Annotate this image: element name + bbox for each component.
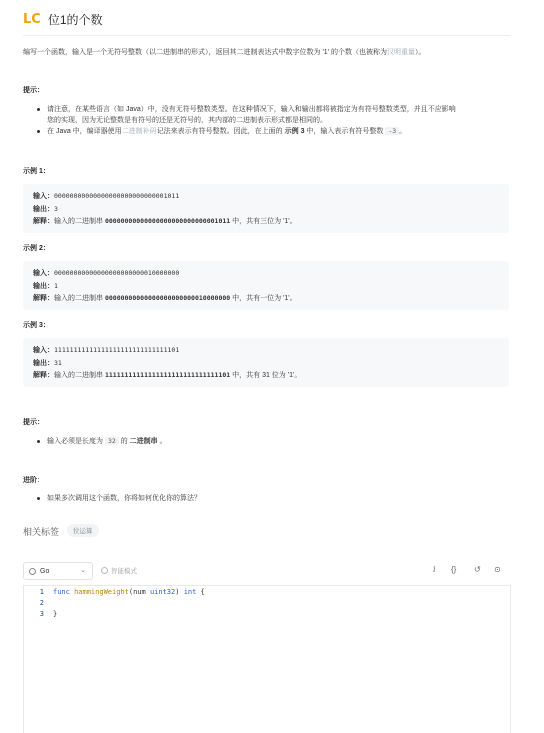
braces-icon[interactable]: {} (451, 565, 457, 574)
code-editor[interactable] (23, 585, 511, 733)
input-label: 输入： (33, 193, 54, 200)
hamming-weight-link[interactable]: 汉明重量 (386, 49, 415, 56)
page-title: 位1的个数 (47, 12, 103, 27)
explain-text: 中，共有三位为 '1'。 (230, 218, 297, 225)
constraint-text: 。 (157, 438, 167, 445)
type-name: uint32 (149, 588, 176, 596)
info-icon[interactable]: i (433, 565, 436, 574)
constraint-text: 的 (118, 438, 130, 445)
keyword: func (53, 588, 70, 596)
list-item (23, 104, 513, 126)
smart-mode-label: 智能模式 (111, 568, 137, 575)
constraints-list (23, 436, 513, 447)
list-item (23, 436, 513, 447)
explain-text: 中，共有一位为 '1'。 (230, 295, 297, 302)
advanced-colon: ： (37, 477, 44, 484)
output-label: 输出： (33, 283, 54, 290)
twos-complement-link[interactable]: 二进制补码 (121, 128, 157, 135)
output-label: 输出： (33, 360, 54, 367)
tag-bit-manipulation[interactable]: 位运算 (67, 524, 99, 537)
reset-icon[interactable]: ↺ (474, 565, 481, 574)
line-number: 1 (39, 588, 44, 596)
advanced-list (23, 493, 513, 504)
radio-icon (101, 567, 108, 574)
hint-text: 中，输入表示有符号整数 (304, 128, 386, 135)
language-select[interactable] (23, 562, 93, 580)
line-number: 2 (39, 599, 44, 607)
problem-header (23, 9, 103, 29)
code-line[interactable] (53, 610, 57, 618)
chevron-down-icon: ⌄ (80, 567, 86, 574)
input-value: 11111111111111111111111111111101 (54, 346, 180, 354)
output-value: 3 (54, 205, 58, 213)
explain-text: 输入的二进制串 (54, 218, 105, 225)
function-name: hammingWeight (74, 588, 129, 596)
code-text: { (196, 588, 205, 596)
description-end: ）。 (414, 49, 426, 56)
output-label: 输出： (33, 206, 54, 213)
code-text: } (53, 610, 58, 618)
explain-text: 输入的二进制串 (54, 295, 105, 302)
output-value: 31 (54, 359, 62, 367)
advanced-heading (23, 475, 44, 485)
smart-mode-toggle[interactable] (101, 566, 137, 575)
list-item (23, 126, 513, 137)
example-3-block (23, 338, 509, 387)
description-text: 编写一个函数，输入是一个无符号整数（以二进制串的形式），返回其二进制表达式中数字位数为 '1' 的个数（也被称为 (23, 49, 387, 56)
settings-icon[interactable]: ⊙ (494, 565, 501, 574)
constraints-heading: 提示： (23, 419, 44, 426)
info-circle-icon (29, 568, 36, 575)
code-text: ) (175, 588, 184, 596)
hint-text: 记法来表示有符号整数。因此，在上面的 (156, 128, 285, 135)
input-value: 00000000000000000000000010000000 (54, 269, 180, 277)
hint-text: 请注意，在某些语言（如 Java）中，没有无符号整数类型。在这种情况下，输入和输出都将被指定为有符号整数类型，并且不应影响 (47, 106, 456, 113)
code-line[interactable] (53, 588, 205, 596)
example-2-heading: 示例 2： (23, 245, 50, 252)
explain-label: 解释： (33, 372, 54, 379)
hints-list (23, 104, 513, 137)
explain-label: 解释： (33, 218, 54, 225)
line-number: 3 (39, 610, 44, 618)
explain-label: 解释： (33, 295, 54, 302)
language-label: Go (40, 567, 50, 575)
list-item: 如果多次调用这个函数，你将如何优化你的算法？ (23, 493, 513, 504)
constraint-bold: 二进制串 (129, 438, 158, 445)
output-value: 1 (54, 282, 58, 290)
hint-text: 。 (399, 128, 407, 135)
inline-code: 32 (105, 437, 119, 445)
example-3-heading: 示例 3： (23, 322, 50, 329)
related-tags-label: 相关标签 (23, 527, 60, 537)
site-logo: LC (23, 11, 41, 27)
hint-text: 您的实现，因为无论整数是有符号的还是无符号的，其内部的二进制表示形式都是相同的。 (47, 117, 327, 124)
explain-text: 输入的二进制串 (54, 372, 105, 379)
hints-heading: 提示： (23, 87, 44, 94)
explain-bits: 00000000000000000000000010000000 (104, 294, 231, 302)
input-label: 输入： (33, 270, 54, 277)
type-name: int (183, 588, 197, 596)
input-label: 输入： (33, 347, 54, 354)
advanced-heading-text: 进阶 (23, 477, 37, 484)
inline-code: -3 (385, 127, 399, 135)
example-1-block (23, 184, 509, 233)
code-text: (num (128, 588, 150, 596)
constraint-text: 输入必须是长度为 (47, 438, 105, 445)
input-value: 00000000000000000000000000001011 (54, 192, 180, 200)
example-2-block (23, 261, 509, 310)
hint-bold: 示例 3 (284, 128, 305, 135)
editor-toolbar (23, 562, 509, 580)
explain-bits: 11111111111111111111111111111101 (104, 371, 231, 379)
divider (23, 35, 510, 36)
explain-bits: 00000000000000000000000000001011 (104, 217, 231, 225)
explain-text: 中，共有 31 位为 '1'。 (230, 372, 302, 379)
example-1-heading: 示例 1： (23, 168, 50, 175)
problem-description (23, 47, 503, 58)
hint-text: 在 Java 中，编译器使用 (47, 128, 122, 135)
